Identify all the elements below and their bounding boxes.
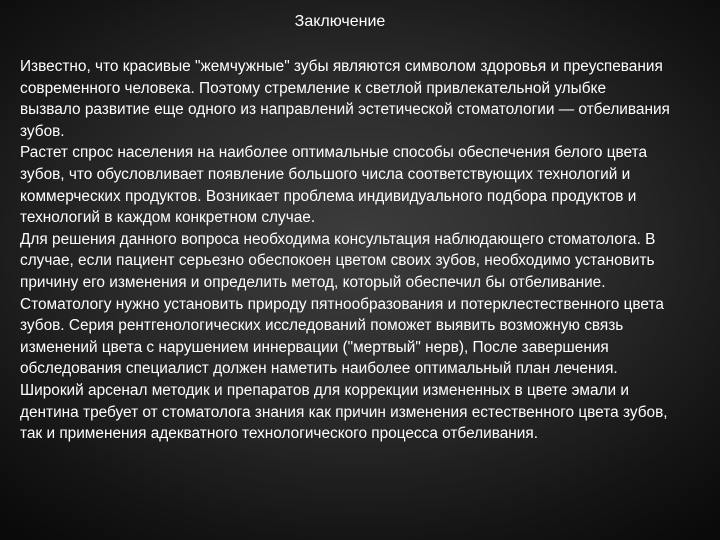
paragraph-1: Известно, что красивые "жемчужные" зубы являются символом здоровья и преуспевания современного человека. Поэтому стремление к светлой привлекательной улыбке вызвало развитие еще одного из направлений эстетической стоматологии — отбеливания зубов. bbox=[20, 58, 670, 140]
paragraph-2: Растет спрос населения на наиболее оптимальные способы обеспечения белого цвета зубов, что обусловливает появление большого числа соответствующих технологий и коммерческих продуктов. Возникает проблема индивидуального подбора продуктов и технологий в каждом конкретном случае. bbox=[20, 144, 648, 227]
paragraph-3: Для решения данного вопроса необходима консультация наблюдающего стоматолога. В случае, если пациент серьезно обеспокоен цветом своих зубов, необходимо установить причину его изменения и определить метод, который обеспечил бы отбеливание. Стоматологу нужно установить природу пятнообразования и потерклестественного цвета зубов. Серия рентгенологических исследований поможет выявить возможную связь изменений цвета с нарушением иннервации ("мертвый" нерв), После завершения обследования специалист должен наметить наиболее оптимальный план лечения. bbox=[20, 230, 664, 378]
paragraph-4: Широкий арсенал методик и препаратов для коррекции измененных в цвете эмали и дентина требует от стоматолога знания как причин изменения естественного цвета зубов, так и применения адекватного технологического процесса отбеливания. bbox=[20, 381, 668, 443]
slide-body bbox=[20, 56, 670, 445]
slide-title: Заключение bbox=[294, 13, 386, 30]
